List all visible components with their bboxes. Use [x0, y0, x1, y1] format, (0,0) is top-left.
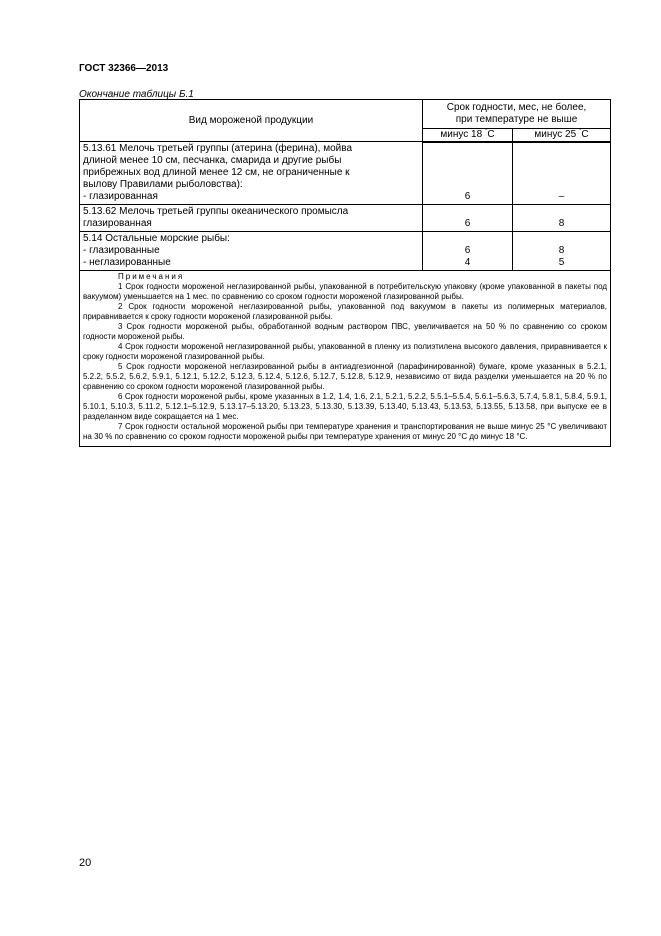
- product-line: длиной менее 10 см, песчанка, смарида и другие рыбы: [83, 155, 342, 166]
- value-minus25: [513, 232, 611, 271]
- header-temp-minus25: [513, 129, 611, 142]
- product-line: - неглазированные: [83, 257, 171, 268]
- product-cell: [80, 142, 423, 205]
- header-product-type: Вид мороженой продукции: [80, 100, 423, 142]
- notes-row: [80, 271, 611, 447]
- product-line: вылову Правилами рыболовства):: [83, 179, 243, 190]
- notes-title: Примечания: [118, 272, 185, 281]
- temp-minus18-label: минус 18: [440, 129, 483, 140]
- note: 4 Срок годности мороженой неглазированной рыбы, упакованной в пленку из полиэтилена высокого давления, приравнивается к сроку годности мороженой глазированной рыбы.: [83, 342, 608, 361]
- page-number: 20: [79, 857, 92, 869]
- value-minus18: [423, 232, 513, 271]
- shelf-life-table: [79, 99, 611, 447]
- product-line: глазированная: [83, 218, 152, 229]
- value: 6: [464, 191, 471, 202]
- note: 7 Срок годности остальной мороженой рыбы при температуре хранения и транспортирования не выше минус 25 °С увеличивают на 30 % по сравнению со сроком годности мороженой рыбы при температуре хранения от минус 20 °С до минус 18 °С.: [83, 422, 608, 441]
- degree-sign: °: [578, 128, 582, 135]
- value: 8: [558, 245, 565, 256]
- value: 8: [558, 218, 565, 229]
- product-line: - глазированная: [83, 191, 158, 202]
- header-row: [80, 100, 611, 129]
- header-temp-minus18: [423, 129, 513, 142]
- header-shelf-life-line2: при температуре не выше: [455, 114, 578, 125]
- document-code: ГОСТ 32366—2013: [79, 63, 169, 74]
- note: 3 Срок годности мороженой рыбы, обработанной водным раствором ПВС, увеличивается на 50 % по сравнению со сроком годности мороженой рыбы.: [83, 322, 608, 341]
- value-minus25: [513, 205, 611, 232]
- value: 5: [558, 257, 565, 268]
- product-line: 5.13.62 Мелочь третьей группы океанического промысла: [83, 206, 349, 217]
- product-line: 5.13.61 Мелочь третьей группы (атерина (ферина), мойва: [83, 143, 353, 154]
- value: 6: [464, 245, 471, 256]
- header-shelf-life: [423, 100, 611, 129]
- notes-cell: [80, 271, 611, 447]
- note: 1 Срок годности мороженой неглазированной рыбы, упакованной в потребительскую упаковку (кроме упакованной в пакеты под вакуумом) уменьшается на 1 мес. по сравнению со сроком годности мороженой глазированной рыбы.: [83, 282, 608, 301]
- celsius-unit: С: [581, 129, 589, 140]
- product-cell: [80, 232, 423, 271]
- note: 2 Срок годности мороженой неглазированной рыбы, упакованной под вакуумом в пакеты из полимерных материалов, приравнивается к сроку годности мороженой глазированной рыбы.: [83, 302, 608, 321]
- value: 6: [464, 218, 471, 229]
- value-minus18: [423, 205, 513, 232]
- product-line: прибрежных вод длиной менее 12 см, не ограниченные к: [83, 167, 350, 178]
- note: 5 Срок годности мороженой неглазированной рыбы в антиадгезионной (парафинированной) бумаге, кроме указанных в 5.2.1, 5.2.2, 5.5.2, 5.6.2, 5.9.1, 5.12.1, 5.12.2, 5.12.3, 5.12.4, 5.12.6, 5.12.7, 5.12.8, 5.12.9, независимо от вида разделки уменьшается на 20 % по сравнению со сроком годности мороженой глазированной рыбы.: [83, 362, 608, 391]
- table-row: [80, 142, 611, 205]
- value: 4: [464, 257, 471, 268]
- table-caption: Окончание таблицы Б.1: [79, 89, 194, 100]
- value-minus18: [423, 142, 513, 205]
- table-row: [80, 205, 611, 232]
- temp-minus25-label: минус 25: [534, 129, 577, 140]
- note: 6 Срок годности мороженой рыбы, кроме указанных в 1.2, 1.4, 1.6, 2.1, 5.2.1, 5.2.2, 5.5.1–5.5.4, 5.6.1–5.6.3, 5.7.4, 5.8.1, 5.8.4, 5.9.1, 5.10.1, 5.10.3, 5.11.2, 5.12.1–5.12.9, 5.13.17–5.13.20, 5.13.23, 5.13.30, 5.13.39, 5.13.40, 5.13.43, 5.13.53, 5.13.55, 5.13.58, при выпуске ее в разделанном виде сокращается на 1 мес.: [83, 392, 608, 421]
- product-cell: [80, 205, 423, 232]
- celsius-unit: С: [487, 129, 495, 140]
- header-shelf-life-line1: Срок годности, мес, не более,: [446, 102, 587, 113]
- degree-sign: °: [484, 128, 488, 135]
- product-line: 5.14 Остальные морские рыбы:: [83, 233, 230, 244]
- product-line: - глазированные: [83, 245, 160, 256]
- table-row: [80, 232, 611, 271]
- value-minus25: [513, 142, 611, 205]
- value: –: [558, 191, 565, 202]
